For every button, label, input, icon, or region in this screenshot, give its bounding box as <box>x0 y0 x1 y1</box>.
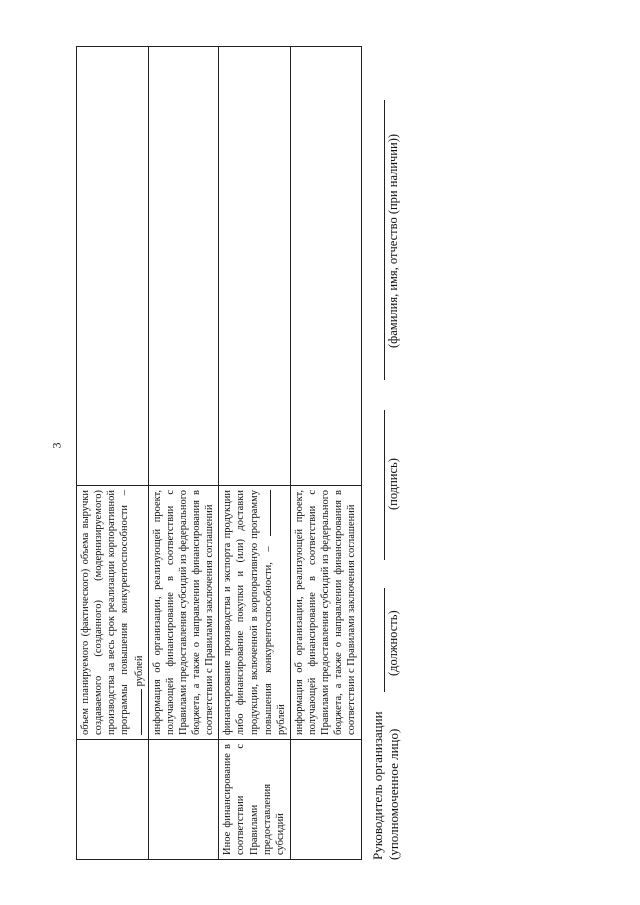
table-cell-label <box>77 740 149 860</box>
table-cell-value <box>148 47 219 486</box>
table-row <box>148 47 219 860</box>
position-caption: (должность) <box>386 610 400 676</box>
table-cell-description: информация об организации, реализующей проект, получающей финансирование в соответствии с Правилами предоставления субсидий из федерального бюджета, а также о направлении финансирования в соответствии с Правилами заключения соглашений <box>148 486 219 740</box>
table-cell-label: Иное финансирование в соответствии с Правилами предоставления субсидий <box>219 740 291 860</box>
page-number: 3 <box>49 442 64 449</box>
name-line <box>372 100 385 380</box>
table-cell-value <box>77 47 149 486</box>
position-line <box>372 588 385 692</box>
amount-blank <box>132 689 142 735</box>
table-cell-description: информация об организации, реализующей проект, получающей финансирование в соответствии с Правилами предоставления субсидий из федерального бюджета, а также о направлении финансирования в соответствии с Правилами заключения соглашений <box>290 486 361 740</box>
signatory-title: Руководитель организации <box>370 711 385 860</box>
table-row <box>219 47 291 860</box>
currency-unit: рублей <box>133 655 145 687</box>
amount-blank <box>261 490 271 536</box>
table-cell-value <box>290 47 361 486</box>
name-caption: (фамилия, имя, отчество (при наличии)) <box>386 133 400 348</box>
currency-unit: рублей <box>275 704 287 735</box>
table-cell-value <box>219 47 291 486</box>
table-row <box>290 47 361 860</box>
revenue-description: объем планируемого (фактического) объема выручки создаваемого (созданного) (модернизируемого) производства за весь срок реализации корпоративной программы повышения конкурентоспособности – <box>80 490 131 735</box>
table-cell-label <box>148 740 219 860</box>
table-cell-description <box>77 486 149 740</box>
export-financing-description: финансирование производства и экспорта продукции либо финансирование покупки и (или) доставки продукции, включенной в корпоративную программу повышения конкурентоспособности, – <box>222 490 274 735</box>
table-cell-label <box>290 740 361 860</box>
rotated-form <box>0 45 640 905</box>
signature-line <box>372 410 385 560</box>
signature-caption: (подпись) <box>386 458 400 510</box>
table-row <box>77 47 149 860</box>
table-cell-description <box>219 486 291 740</box>
signature-block <box>370 70 430 860</box>
funding-table <box>76 46 362 860</box>
signatory-subtitle: (уполномоченное лицо) <box>386 728 401 860</box>
